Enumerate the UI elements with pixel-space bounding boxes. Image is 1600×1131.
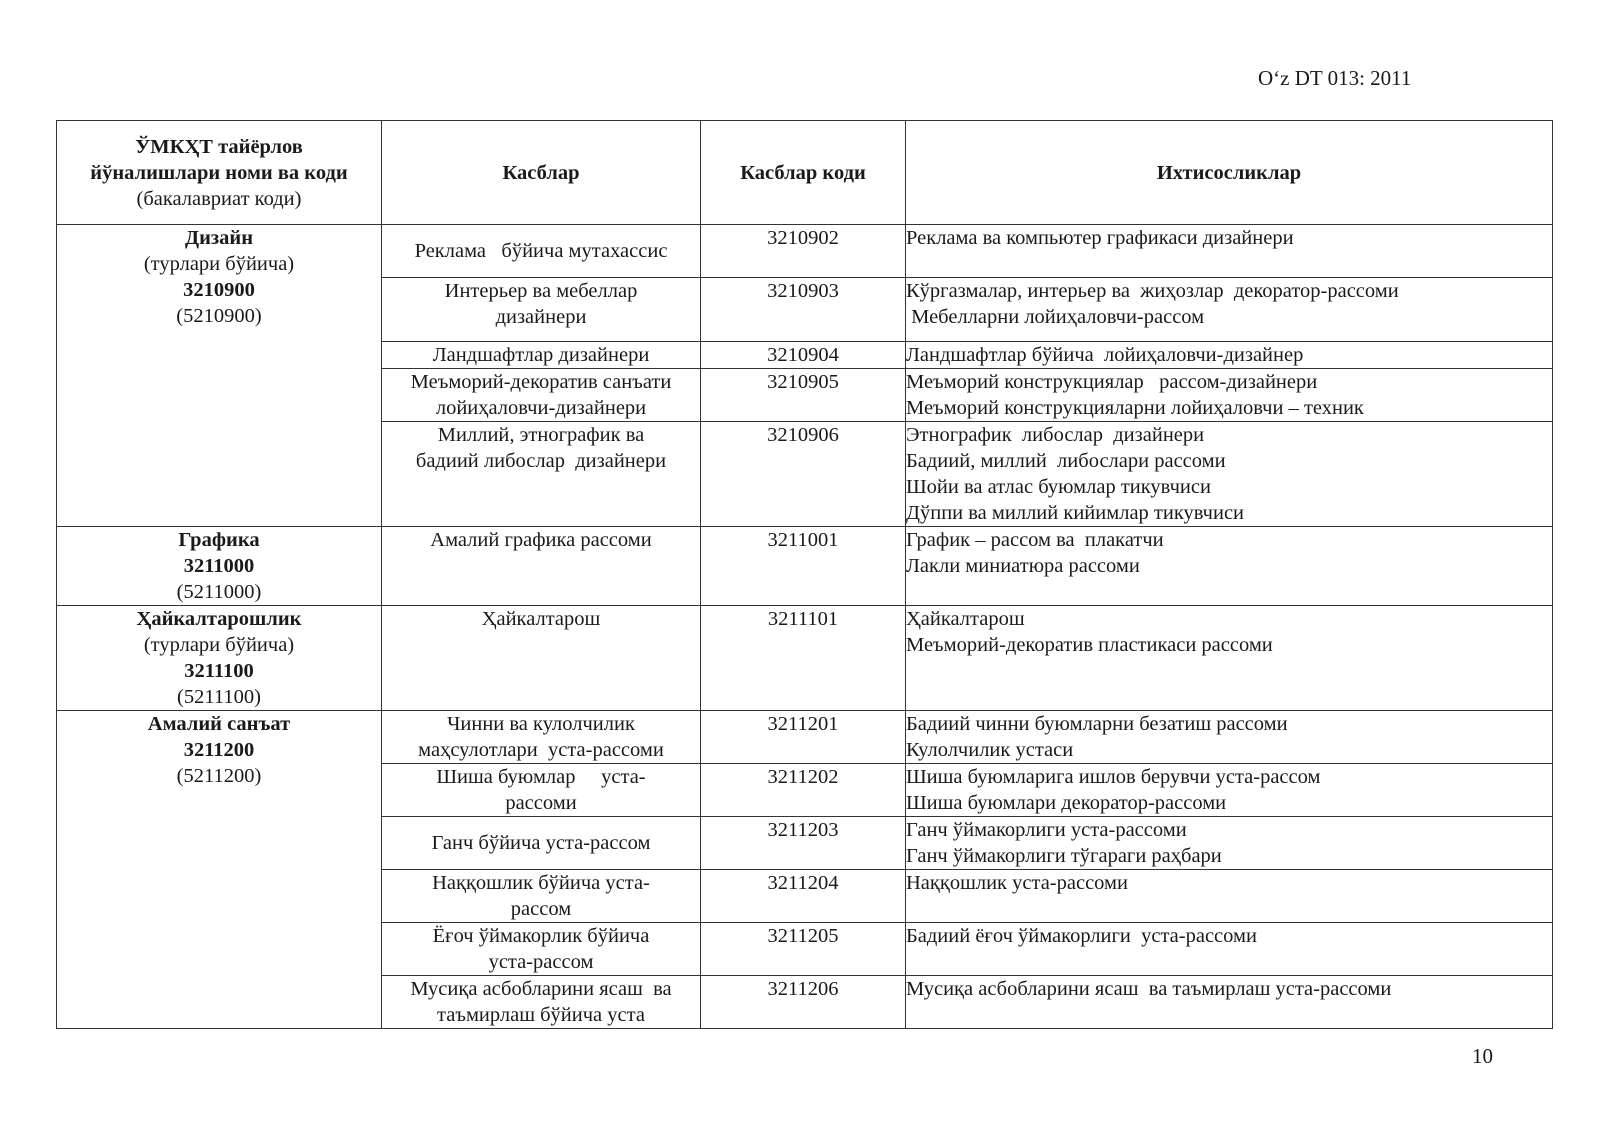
profession-code: 3210905	[701, 369, 906, 422]
profession-name: Ганч бўйича уста-рассом	[431, 832, 651, 854]
bachelor-code: (5210900)	[176, 305, 262, 327]
specialty-name: Бадиий чинни буюмларни безатиш рассоми	[906, 713, 1288, 735]
profession-code: 3211202	[701, 764, 906, 817]
specialty-name: Мусиқа асбобларини ясаш ва таъмирлаш уста-рассоми	[906, 978, 1392, 1000]
specialty-name: Шойи ва атлас буюмлар тикувчиси	[906, 476, 1211, 498]
profession-cell	[382, 711, 701, 764]
direction-type: (турлари бўйича)	[143, 253, 295, 275]
profession-code: 3210902	[701, 225, 906, 278]
specialty-name: Ҳайкалтарош	[906, 608, 1025, 630]
specialties-cell	[906, 225, 1553, 278]
profession-cell	[382, 278, 701, 342]
specialties-cell	[906, 976, 1553, 1029]
profession-name: Реклама бўйича мутахассис	[414, 240, 668, 262]
profession-cell	[382, 976, 701, 1029]
specialty-name: Кўргазмалар, интерьер ва жиҳозлар декоратор-рассоми	[906, 280, 1399, 302]
professions-table	[56, 120, 1553, 1029]
profession-name: бадиий либослар дизайнери	[415, 450, 667, 472]
profession-name: Интерьер ва мебеллар	[444, 280, 638, 302]
profession-name: Меъморий-декоратив санъати	[410, 371, 672, 393]
direction-code: 3211100	[184, 660, 254, 682]
specialties-cell	[906, 342, 1553, 369]
profession-name: Шиша буюмлар уста-	[436, 766, 646, 788]
profession-name: Чинни ва кулолчилик	[447, 713, 635, 735]
profession-cell	[382, 606, 701, 711]
column-header-specialties: Ихтисосликлар	[906, 121, 1553, 225]
specialties-cell	[906, 764, 1553, 817]
profession-name: Ҳайкалтарош	[481, 608, 601, 630]
direction-name: Амалий санъат	[147, 713, 291, 735]
profession-code: 3211206	[701, 976, 906, 1029]
profession-cell	[382, 342, 701, 369]
profession-cell	[382, 870, 701, 923]
direction-code: 3210900	[183, 279, 255, 301]
specialty-name: Ганч ўймакорлиги уста-рассоми	[906, 819, 1187, 841]
profession-name: маҳсулотлари уста-рассоми	[418, 739, 664, 761]
specialty-name: Ганч ўймакорлиги тўгараги раҳбари	[906, 845, 1222, 867]
direction-code: 3211000	[183, 555, 255, 577]
specialty-name: Лакли миниатюра рассоми	[906, 555, 1140, 577]
profession-code: 3211205	[701, 923, 906, 976]
column-header-professions: Касблар	[382, 121, 701, 225]
profession-code: 3211101	[701, 606, 906, 711]
specialty-name: График – рассом ва плакатчи	[906, 529, 1164, 551]
bachelor-code: (5211100)	[177, 686, 261, 708]
profession-name: рассом	[510, 898, 572, 920]
specialty-name: Ландшафтлар бўйича лойиҳаловчи-дизайнер	[906, 344, 1304, 366]
table-row	[57, 527, 1553, 606]
direction-name: Графика	[178, 529, 260, 551]
profession-code: 3211001	[701, 527, 906, 606]
specialties-cell	[906, 923, 1553, 976]
profession-name: Амалий графика рассоми	[430, 529, 652, 551]
table-row	[57, 225, 1553, 278]
direction-type: (турлари бўйича)	[143, 634, 295, 656]
profession-name: уста-рассом	[488, 951, 594, 973]
profession-name: Ландшафтлар дизайнери	[432, 344, 650, 366]
table-row	[57, 711, 1553, 764]
profession-name: рассоми	[505, 792, 577, 814]
specialty-name: Реклама ва компьютер графикаси дизайнери	[906, 227, 1294, 249]
direction-cell	[57, 225, 382, 527]
specialties-cell	[906, 527, 1553, 606]
specialty-name: Меъморий конструкциялар рассом-дизайнери	[906, 371, 1318, 393]
direction-code: 3211200	[183, 739, 255, 761]
specialty-name: Дўппи ва миллий кийимлар тикувчиси	[906, 502, 1245, 524]
profession-name: лойиҳаловчи-дизайнери	[435, 397, 647, 419]
specialty-name: Бадиий, миллий либослари рассоми	[906, 450, 1226, 472]
profession-name: Миллий, этнографик ва	[437, 424, 645, 446]
specialty-name: Шиша буюмларига ишлов берувчи уста-рассом	[906, 766, 1321, 788]
direction-cell	[57, 527, 382, 606]
profession-cell	[382, 527, 701, 606]
profession-cell	[382, 225, 701, 278]
column-header-direction: ЎМКҲТ тайёрлов йўналишлари номи ва коди (бакалавриат коди)	[57, 121, 382, 225]
column-header-profession-code: Касблар коди	[701, 121, 906, 225]
direction-cell	[57, 711, 382, 1029]
profession-cell	[382, 764, 701, 817]
profession-cell	[382, 422, 701, 527]
specialty-name: Мебелларни лойиҳаловчи-рассом	[906, 306, 1205, 328]
specialty-name: Меъморий конструкцияларни лойиҳаловчи – техник	[906, 397, 1364, 419]
profession-cell	[382, 369, 701, 422]
profession-code: 3211201	[701, 711, 906, 764]
profession-name: Мусиқа асбобларини ясаш ва	[410, 978, 672, 1000]
specialties-cell	[906, 870, 1553, 923]
bachelor-code: (5211200)	[176, 765, 262, 787]
specialties-cell	[906, 817, 1553, 870]
specialties-cell	[906, 606, 1553, 711]
specialty-name: Шиша буюмлари декоратор-рассоми	[906, 792, 1227, 814]
profession-name: таъмирлаш бўйича уста	[437, 1004, 645, 1026]
profession-code: 3210904	[701, 342, 906, 369]
direction-name: Дизайн	[184, 227, 254, 249]
specialty-name: Бадиий ёғоч ўймакорлиги уста-рассоми	[906, 925, 1257, 947]
standard-reference: O‘z DT 013: 2011	[1258, 66, 1412, 90]
specialties-cell	[906, 422, 1553, 527]
profession-name: Ёғоч ўймакорлик бўйича	[432, 925, 650, 947]
specialty-name: Кулолчилик устаси	[906, 739, 1074, 761]
table-row	[57, 606, 1553, 711]
profession-name: Наққошлик бўйича уста-	[432, 872, 650, 894]
specialty-name: Меъморий-декоратив пластикаси рассоми	[906, 634, 1273, 656]
profession-cell	[382, 817, 701, 870]
profession-code: 3211204	[701, 870, 906, 923]
profession-code: 3210903	[701, 278, 906, 342]
profession-cell	[382, 923, 701, 976]
specialties-cell	[906, 711, 1553, 764]
specialty-name: Этнографик либослар дизайнери	[906, 424, 1205, 446]
specialties-cell	[906, 278, 1553, 342]
bachelor-code: (5211000)	[176, 581, 262, 603]
direction-name: Ҳайкалтарошлик	[136, 608, 302, 630]
direction-cell	[57, 606, 382, 711]
table-header-row	[57, 121, 1553, 225]
profession-code: 3211203	[701, 817, 906, 870]
profession-code: 3210906	[701, 422, 906, 527]
specialties-cell	[906, 369, 1553, 422]
page-number: 10	[1472, 1044, 1493, 1068]
specialty-name: Наққошлик уста-рассоми	[906, 872, 1128, 894]
profession-name: дизайнери	[495, 306, 587, 328]
